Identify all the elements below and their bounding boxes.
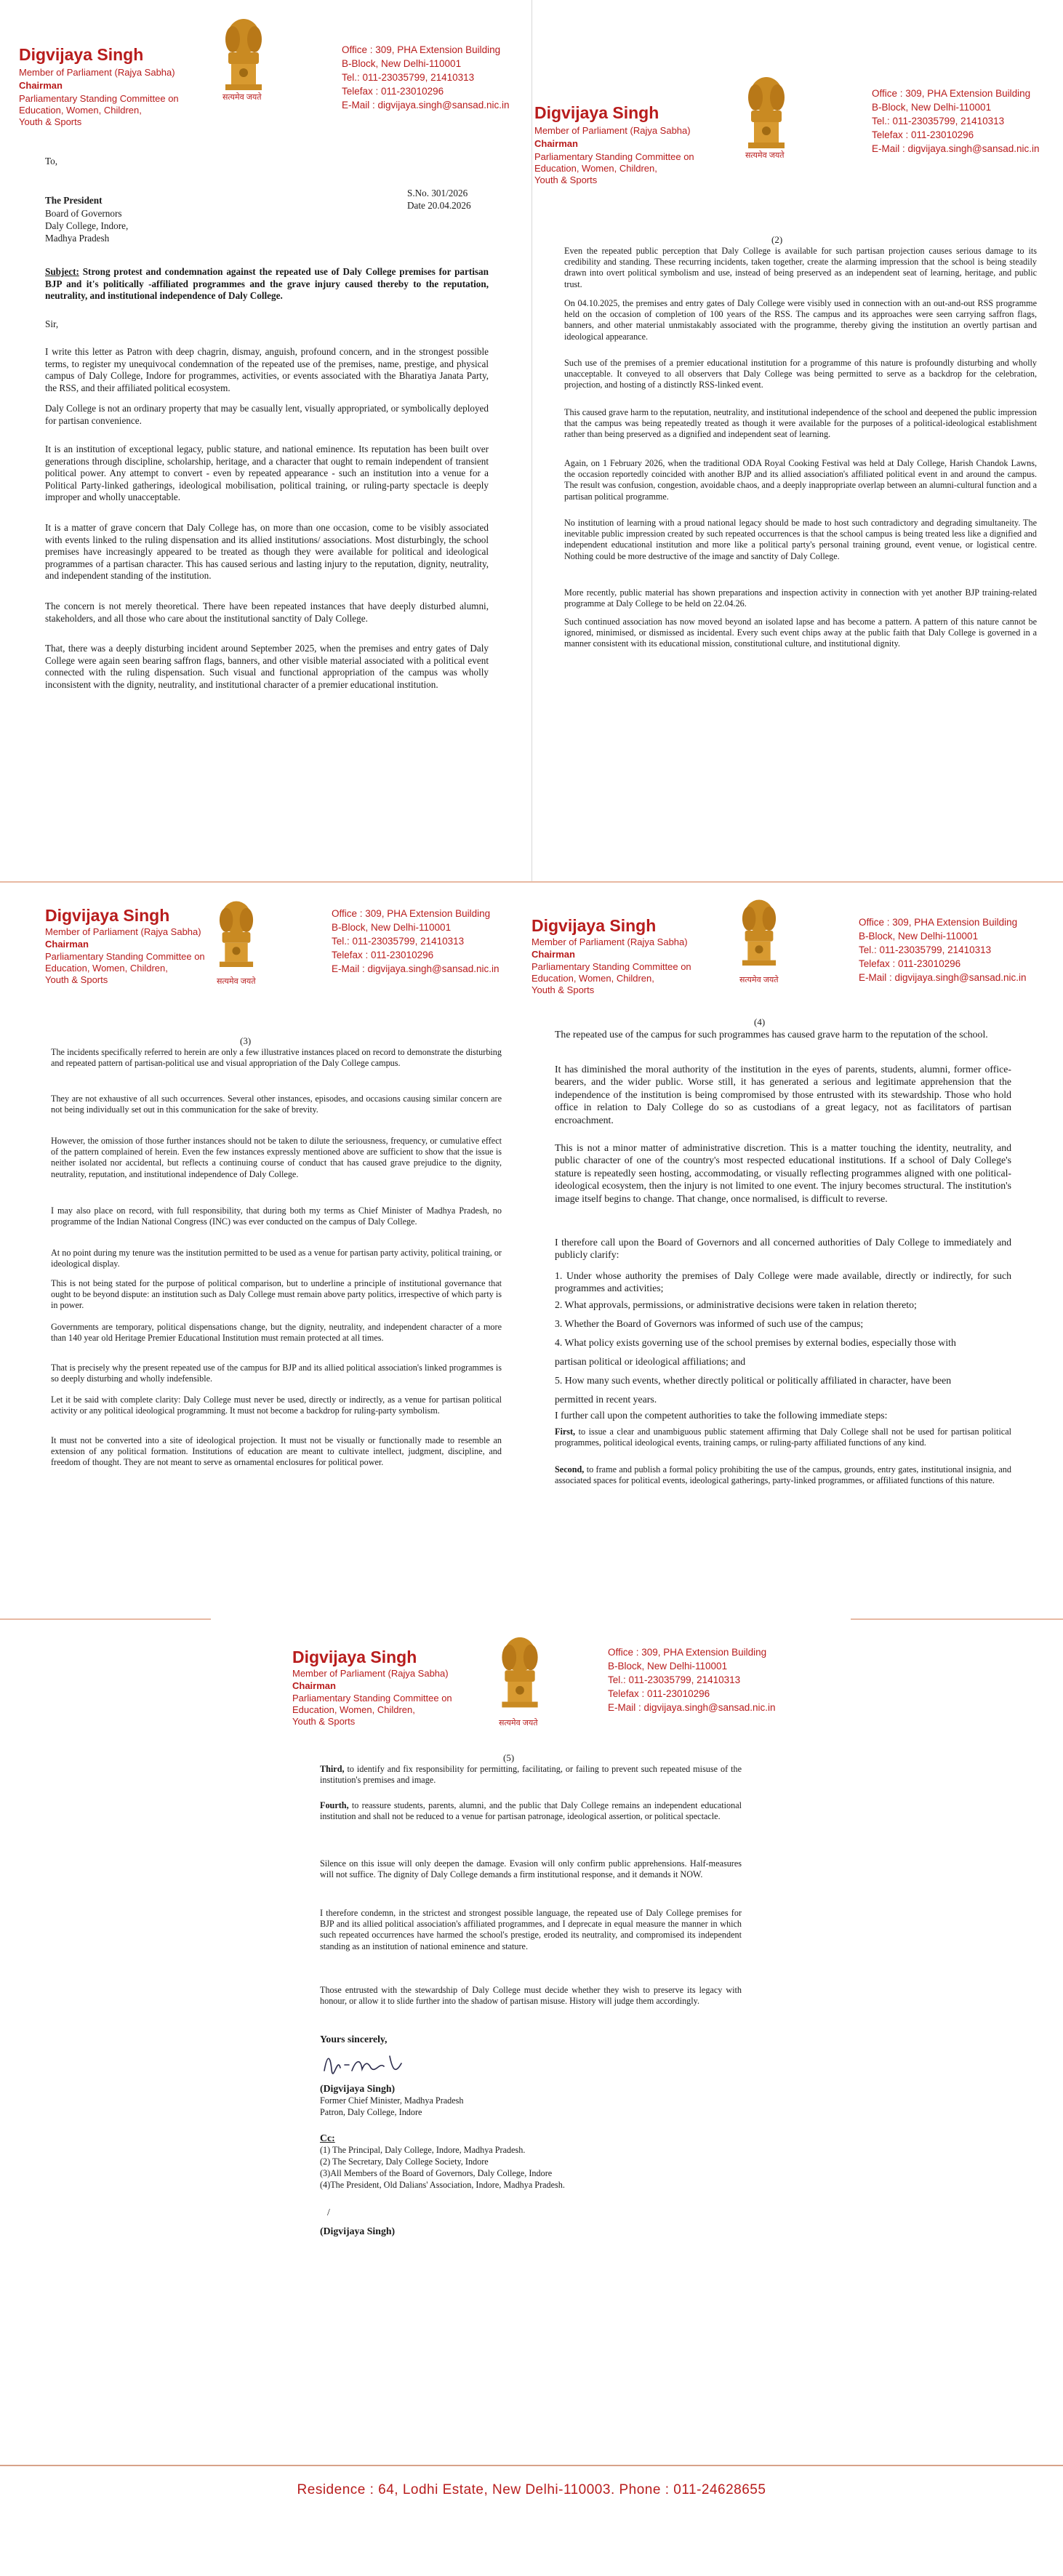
paragraph: This is not a minor matter of administrative discretion. This is a matter touching the identity, neutrality, and public character of one of the country's most respected educational institutions. If a school of Daly College's stature is repeatedly seen hosting, accommodating, or visually reflecting programmes aligned with one political-ideological ecosystem, then the injury is not limited to one event. The injury becomes structural. The institution's image itself begins to change. That change, once normalised, is difficult to reverse. (555, 1142, 1011, 1204)
to-line: To, (45, 156, 58, 166)
national-emblem-icon (494, 1633, 545, 1726)
letterhead-chair: Chairman (19, 80, 63, 91)
handwritten-signature (320, 2049, 414, 2083)
letterhead-address-1: Office : 309, PHA Extension Building (332, 908, 491, 919)
step-label: Second, (555, 1464, 585, 1474)
paragraph: I further call upon the competent authorities to take the following immediate steps: (555, 1410, 888, 1421)
emblem-caption: सत्यमेव जयते (745, 151, 785, 160)
step-text: to frame and publish a formal policy prohibiting the use of the campus, grounds, entry gates, institutional insignia, and associated spaces for political events, ideological gatherings, party-linked programmes, or affiliated functions of this nature. (555, 1464, 1011, 1486)
letterhead-role: Member of Parliament (Rajya Sabha) (292, 1668, 449, 1679)
letterhead-email: E-Mail : digvijaya.singh@sansad.nic.in (859, 972, 1027, 983)
cc-label (320, 2132, 335, 2144)
paragraph: I therefore condemn, in the strictest and strongest possible language, the repeated use of Daly College premises for BJP and its allied political association's affiliated programmes, and I deprecate in equal measure the manner in which such repeated occurrences have harmed the school's prestige, eroded its neutrality, and compromised its independent standing as an institution of national eminence and stature. (320, 1908, 742, 1951)
cc-item: (4)The President, Old Dalians' Association, Indore, Madhya Pradesh. (320, 2180, 565, 2190)
paragraph: Such continued association has now moved beyond an isolated lapse and has become a pattern. A pattern of this nature cannot be ignored, minimised, or dismissed as incidental. Every such event chips away at the public faith that Daly College is governed in a manner consistent with its educational mission, constitutional culture, and institutional dignity. (564, 617, 1037, 649)
paragraph: It is an institution of exceptional legacy, public stature, and national eminence. Its reputation has been built over generations through discipline, scholarship, heritage, and a character that ought to remain independent of transient political power. Any attempt to convert - even by repeated appearance - such an institution into a venue for a Political Party-linked gatherings, ideological mobilisation, political training, or ruling-party spectacle is deeply improper and wholly unacceptable. (45, 444, 489, 503)
letterhead-telefax: Telefax : 011-23010296 (872, 129, 974, 140)
letterhead-tel: Tel.: 011-23035799, 21410313 (859, 944, 992, 955)
letterhead-committee-2: Education, Women, Children, (534, 163, 657, 174)
letterhead-address-1: Office : 309, PHA Extension Building (859, 917, 1018, 928)
letterhead-address-1: Office : 309, PHA Extension Building (872, 88, 1031, 99)
letterhead-committee-3: Youth & Sports (292, 1716, 356, 1727)
letterhead-committee-1: Parliamentary Standing Committee on (19, 93, 179, 104)
page-number: (4) (754, 1016, 766, 1027)
subject-line (45, 266, 489, 302)
reference-date: Date 20.04.2026 (407, 200, 471, 211)
cc-label-text: Cc: (320, 2132, 335, 2143)
cc-item: (2) The Secretary, Daly College Society, Indore (320, 2156, 489, 2167)
letterhead-telefax: Telefax : 011-23010296 (859, 958, 961, 969)
letter-page-1 (0, 0, 532, 883)
letterhead-chair: Chairman (45, 939, 89, 950)
paragraph: That, there was a deeply disturbing incident around September 2025, when the premises and entry gates of Daly College were again seen bearing saffron flags, banners, and other visible material associated with a political event connected with the ruling dispensation. Such visual and functional appropriation of the campus was wholly inconsistent with the dignity, neutrality, and institutional character of a premier educational institution. (45, 643, 489, 690)
letterhead-chair: Chairman (292, 1680, 336, 1691)
letterhead-telefax: Telefax : 011-23010296 (332, 950, 434, 960)
addressee-board: Board of Governors (45, 208, 122, 219)
residence-address: Residence : 64, Lodhi Estate, New Delhi-110003. Phone : 011-24628655 (297, 2482, 766, 2497)
paragraph: More recently, public material has shown preparations and inspection activity in connection with yet another BJP training-related programme at Daly College to be held on 22.04.26. (564, 587, 1037, 609)
paragraph: This is not being stated for the purpose of political comparison, but to underline a principle of institutional governance that ought to be beyond dispute: an institution such as Daly College must remain above party politics, irrespective of which party is in power. (51, 1278, 502, 1311)
paragraph: Again, on 1 February 2026, when the traditional ODA Royal Cooking Festival was held at Daly College, Harish Chandok Lawns, the occasion reportedly coincided with another BJP and its allied association's affiliated political event in and around the campus. The result was confusion, congestion, avoidable chaos, and a deeply inappropriate overlap between an alumni-cultural function and a partisan political programme. (564, 458, 1037, 502)
national-emblem-icon (741, 73, 792, 204)
paragraph: Silence on this issue will only deepen the damage. Evasion will only confirm public apprehensions. Half-measures will not suffice. The dignity of Daly College demands a firm institutional response, and it demands it NOW. (320, 1858, 742, 1880)
paragraph: That is precisely why the present repeated use of the campus for BJP and its allied political association's linked programmes is so deeply disturbing and wholly indefensible. (51, 1363, 502, 1384)
step-text: to identify and fix responsibility for permitting, facilitating, or failing to prevent such repeated misuse of the institution's premises and image. (320, 1764, 742, 1786)
paragraph: I write this letter as Patron with deep chagrin, dismay, anguish, profound concern, and in the strongest possible terms, to register my unequivocal condemnation of the repeated use of the premises, name, prestige, and physical campus of Daly College, Indore for programmes, activities, or events associated with the Bharatiya Janata Party, the RSS, and their affiliated political ecosystem. (45, 346, 489, 393)
letterhead-role: Member of Parliament (Rajya Sabha) (534, 125, 691, 136)
letterhead-committee-2: Education, Women, Children, (45, 963, 168, 974)
letter-page-4 (532, 883, 1063, 1618)
list-item: 4. What policy exists governing use of the school premises by external bodies, especially those with (555, 1337, 956, 1348)
letterhead-address-2: B-Block, New Delhi-110001 (872, 102, 992, 113)
letterhead-address-2: B-Block, New Delhi-110001 (342, 58, 462, 69)
footer-divider (0, 2465, 1063, 2466)
letterhead-tel: Tel.: 011-23035799, 21410313 (608, 1674, 741, 1685)
paragraph: On 04.10.2025, the premises and entry gates of Daly College were visibly used in connection with an out-and-out RSS programme held on the occasion of completion of 100 years of the RSS. The campus and its approaches were seen carrying saffron flags, banners, and other material unmistakably associated with the programme, thereby giving the institution an overtly partisan and ideological appearance. (564, 298, 1037, 342)
signature-mark: / (327, 2207, 330, 2218)
signatory-patron: Patron, Daly College, Indore (320, 2107, 422, 2117)
paragraph: However, the omission of those further instances should not be taken to dilute the seriousness, frequency, or cumulative effect of the pattern complained of herein. Even the few instances expressly mentioned above are sufficient to show that the issue is neither isolated nor accidental, but reflects a continuing course of conduct that has caused grave prejudice to the dignity, neutrality, reputation, and institutional independence of Daly College. (51, 1136, 502, 1179)
paragraph: Even the repeated public perception that Daly College is available for such partisan projection causes serious damage to its credibility and standing. These recurring incidents, taken together, create the alarming impression that the school is being steadily drawn into overt political symbolism and use, instead of being preserved as an independent seat of learning, heritage, and public trust. (564, 246, 1037, 289)
step-text: to reassure students, parents, alumni, and the public that Daly College remains an independent educational institution and shall not be reduced to a venue for partisan patronage, ideological assertion, or political spectacle. (320, 1800, 742, 1822)
letterhead-telefax: Telefax : 011-23010296 (342, 86, 444, 97)
letterhead-email: E-Mail : digvijaya.singh@sansad.nic.in (608, 1702, 776, 1713)
signatory-title: Former Chief Minister, Madhya Pradesh (320, 2095, 464, 2106)
list-item: 2. What approvals, permissions, or administrative decisions were taken in relation thereto; (555, 1299, 917, 1310)
paragraph: At no point during my tenure was the institution permitted to be used as a venue for partisan party activity, political training, or ideological display. (51, 1248, 502, 1269)
letter-page-5 (211, 1618, 851, 2375)
step-third (320, 1764, 742, 1786)
signatory-name-2: (Digvijaya Singh) (320, 2226, 396, 2236)
letterhead-email: E-Mail : digvijaya.singh@sansad.nic.in (332, 963, 500, 974)
letterhead-committee-1: Parliamentary Standing Committee on (532, 961, 691, 972)
letterhead-telefax: Telefax : 011-23010296 (608, 1688, 710, 1699)
letterhead-address-2: B-Block, New Delhi-110001 (859, 931, 979, 942)
paragraph: Governments are temporary, political dispensations change, but the dignity, neutrality, and independent character of a more than 140 year old Heritage Premier Educational Institution must remain protected at all times. (51, 1322, 502, 1344)
cc-item: (3)All Members of the Board of Governors, Daly College, Indore (320, 2168, 553, 2178)
letterhead-footer (0, 2465, 1063, 2508)
paragraph: It must not be converted into a site of ideological projection. It must not be visually or functionally made to resemble an extension of any political formation. Institutions of education are meant to cultivate intellect, judgment, discipline, and freedom of thought. They are not meant to serve as ornamental enclosures for political power. (51, 1435, 502, 1468)
list-item: 5. How many such events, whether directly political or politically affiliated in character, have been (555, 1375, 952, 1386)
letterhead-tel: Tel.: 011-23035799, 21410313 (872, 116, 1005, 127)
paragraph: Daly College is not an ordinary property that may be casually lent, visually appropriated, or symbolically deployed for partisan convenience. (45, 403, 489, 426)
paragraph: No institution of learning with a proud national legacy should be made to host such contradictory and degrading simultaneity. The inevitable public impression created by such repeated occurrences is that the school campus is being treated less like a dignified and independent educational institution and more like a political party's personal training ground, event venue, or logistical centre. Nothing could be more destructive of the image and sanctity of Daly College. (564, 518, 1037, 561)
letterhead-address-1: Office : 309, PHA Extension Building (608, 1647, 767, 1658)
salutation: Sir, (45, 318, 59, 329)
letterhead-role: Member of Parliament (Rajya Sabha) (19, 67, 175, 78)
subject-text: Strong protest and condemnation against the repeated use of Daly College premises for partisan BJP and it's politically -affiliated programmes and the grave injury caused thereby to the reputation, neutrality, and institutional independence of Daly College. (45, 266, 489, 302)
list-item: 1. Under whose authority the premises of Daly College were made available, directly or indirectly, for such programmes and activities; (555, 1270, 1011, 1294)
paragraph: The concern is not merely theoretical. There have been repeated instances that have deeply disturbed alumni, stakeholders, and all those who care about the institutional sanctity of Daly College. (45, 601, 489, 624)
letterhead-chair: Chairman (532, 949, 575, 960)
letterhead-committee-2: Education, Women, Children, (532, 973, 654, 984)
step-label: Third, (320, 1764, 345, 1774)
reference-number: S.No. 301/2026 (407, 188, 468, 198)
paragraph: I therefore call upon the Board of Governors and all concerned authorities of Daly College to immediately and publicly clarify: (555, 1237, 1011, 1261)
emblem-caption: सत्यमेव जयते (739, 976, 779, 984)
paragraph: They are not exhaustive of all such occurrences. Several other instances, episodes, and occasions causing similar concern are not being individually set out in this communication for the sake of brevity. (51, 1094, 502, 1115)
letterhead-name: Digvijaya Singh (19, 45, 144, 64)
letterhead-address-2: B-Block, New Delhi-110001 (608, 1661, 728, 1672)
letter-page-2 (532, 0, 1063, 883)
closing: Yours sincerely, (320, 2034, 388, 2045)
letterhead-committee-3: Youth & Sports (532, 984, 595, 995)
letterhead-committee-1: Parliamentary Standing Committee on (45, 951, 205, 962)
letterhead-committee-3: Youth & Sports (534, 174, 598, 185)
letterhead-tel: Tel.: 011-23035799, 21410313 (342, 72, 475, 83)
national-emblem-icon (212, 897, 260, 984)
step-label: Fourth, (320, 1800, 349, 1810)
step-second (555, 1464, 1011, 1486)
subject-label: Subject: (45, 266, 79, 277)
step-label: First, (555, 1427, 576, 1437)
letterhead-email: E-Mail : digvijaya.singh@sansad.nic.in (872, 143, 1040, 154)
letterhead-tel: Tel.: 011-23035799, 21410313 (332, 936, 465, 947)
paragraph: I may also place on record, with full responsibility, that during both my terms as Chief Minister of Madhya Pradesh, no programme of the Indian National Congress (INC) was ever conducted on the campus of Daly College. (51, 1205, 502, 1227)
paragraph: The repeated use of the campus for such programmes has caused grave harm to the reputation of the school. (555, 1029, 988, 1040)
letterhead-email: E-Mail : digvijaya.singh@sansad.nic.in (342, 100, 510, 111)
letterhead-committee-2: Education, Women, Children, (19, 105, 142, 116)
paragraph: Let it be said with complete clarity: Daly College must never be used, directly or indirectly, as a venue for partisan political activity or any political ideological programming. It must not become a backdrop for ruling-party symbolism. (51, 1395, 502, 1416)
list-item: 3. Whether the Board of Governors was informed of such use of the campus; (555, 1318, 864, 1329)
list-item-continued: partisan political or ideological affiliations; and (555, 1356, 746, 1367)
signatory-name: (Digvijaya Singh) (320, 2083, 396, 2094)
letterhead-committee-3: Youth & Sports (19, 116, 82, 127)
paragraph: It is a matter of grave concern that Daly College has, on more than one occasion, come to be visibly associated with events linked to the ruling dispensation and its allied institutions/ associations. Most disturbingly, the school premises have increasingly appeared to be treated as though they were available for political and ideological programmes of a partisan character. This has caused serious and lasting injury to the reputation, dignity, neutrality, and independent standing of the institution. (45, 522, 489, 582)
cc-item: (1) The Principal, Daly College, Indore, Madhya Pradesh. (320, 2145, 526, 2155)
paragraph: Those entrusted with the stewardship of Daly College must decide whether they wish to preserve its legacy with honour, or allow it to slide further into the shadow of partisan misuse. History will judge them accordingly. (320, 1985, 742, 2007)
paragraph: This caused grave harm to the reputation, neutrality, and institutional independence of the school and deepened the public impression that the campus was being repeatedly treated as though it were available for the purposes of a political-ideological establishment rather than being preserved as a dignified and independent seat of learning. (564, 407, 1037, 440)
letterhead-committee-1: Parliamentary Standing Committee on (292, 1693, 452, 1704)
letterhead-chair: Chairman (534, 138, 578, 149)
page-number: (2) (771, 234, 783, 245)
page-number: (5) (503, 1752, 515, 1763)
emblem-caption: सत्यमेव जयते (499, 1719, 538, 1728)
step-first (555, 1427, 1011, 1448)
letterhead-name: Digvijaya Singh (534, 103, 659, 122)
step-fourth (320, 1800, 742, 1822)
letterhead-role: Member of Parliament (Rajya Sabha) (532, 936, 688, 947)
paragraph: It has diminished the moral authority of the institution in the eyes of parents, students, alumni, former office-bearers, and the wider public. Worse still, it has generated a serious and legitimate apprehension that the independence of the institution is being compromised by those entrusted with its stewardship. Those who hold office in relation to Daly College do so as custodians of a great legacy, not as facilitators of partisan encroachment. (555, 1064, 1011, 1126)
letterhead-role: Member of Parliament (Rajya Sabha) (45, 926, 201, 937)
letterhead-address-2: B-Block, New Delhi-110001 (332, 922, 452, 933)
national-emblem-icon (218, 15, 269, 145)
addressee-college: Daly College, Indore, (45, 220, 129, 231)
letterhead-address-1: Office : 309, PHA Extension Building (342, 44, 501, 55)
letterhead-committee-1: Parliamentary Standing Committee on (534, 151, 694, 162)
list-item-continued: permitted in recent years. (555, 1394, 657, 1405)
letterhead-committee-3: Youth & Sports (45, 974, 108, 985)
addressee-title: The President (45, 195, 103, 206)
national-emblem-icon (735, 896, 783, 983)
emblem-caption: सत्यमेव जयते (222, 93, 262, 102)
page-number: (3) (240, 1035, 252, 1046)
step-text: to issue a clear and unambiguous public statement affirming that Daly College shall not be used for partisan political programmes, political ideological events, training camps, or ruling-party affiliated functions of any kind. (555, 1427, 1011, 1448)
letterhead-name: Digvijaya Singh (45, 906, 170, 925)
paragraph: Such use of the premises of a premier educational institution for a programme of this nature is profoundly disturbing and wholly unacceptable. It conveyed to all observers that Daly College was being permitted to serve as a backdrop for the celebration, projection, and hosting of a distinctly RSS-linked event. (564, 358, 1037, 390)
paragraph: The incidents specifically referred to herein are only a few illustrative instances placed on record to demonstrate the disturbing and repeated pattern of partisan-political use and visual appropriation of the Daly College campus. (51, 1047, 502, 1069)
letterhead-name: Digvijaya Singh (532, 916, 657, 935)
addressee-state: Madhya Pradesh (45, 233, 110, 244)
letterhead-committee-2: Education, Women, Children, (292, 1704, 415, 1715)
letterhead-name: Digvijaya Singh (292, 1648, 417, 1666)
letter-page-3 (0, 883, 532, 1618)
emblem-caption: सत्यमेव जयते (217, 977, 256, 986)
